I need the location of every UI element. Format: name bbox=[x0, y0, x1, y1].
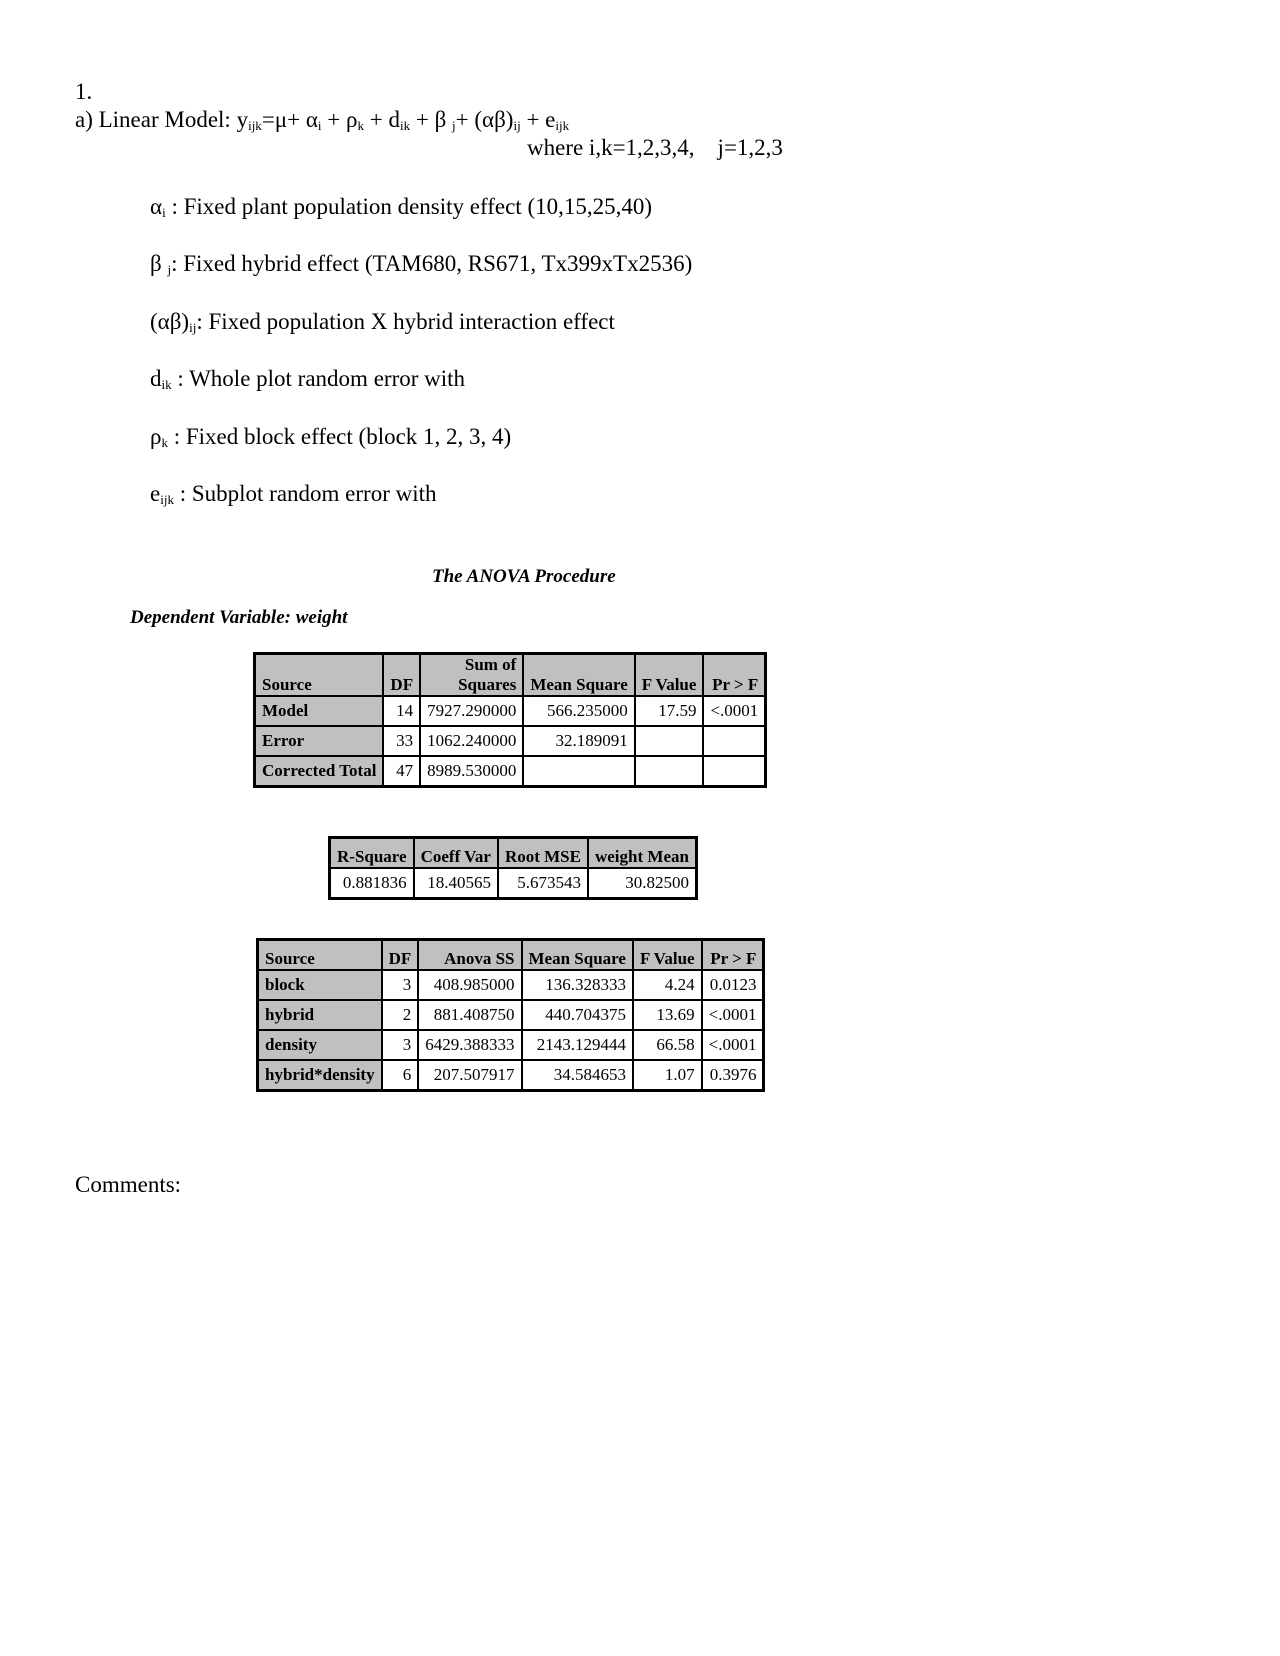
definition-d bbox=[150, 367, 465, 390]
col-mean-square: Mean Square bbox=[522, 940, 633, 971]
cell-ms: 566.235000 bbox=[523, 696, 634, 726]
index-ranges: where i,k=1,2,3,4, j=1,2,3 bbox=[527, 135, 783, 160]
table-row bbox=[258, 1000, 764, 1030]
cell-p: <.0001 bbox=[702, 1030, 764, 1060]
definition-subscript: ik bbox=[161, 377, 172, 392]
row-source: Model bbox=[255, 696, 384, 726]
model-prefix: a) Linear Model: bbox=[75, 107, 237, 132]
cell-ss: 7927.290000 bbox=[420, 696, 523, 726]
model-rho: + ρ bbox=[321, 107, 358, 132]
col-f-value: F Value bbox=[633, 940, 702, 971]
definition-beta bbox=[150, 252, 692, 275]
row-source: hybrid bbox=[258, 1000, 382, 1030]
table-header-row bbox=[255, 654, 766, 697]
model-d-sub: ik bbox=[399, 118, 411, 133]
col-df: DF bbox=[383, 654, 420, 697]
model-e-sub: ijk bbox=[555, 118, 570, 133]
col-mean-square: Mean Square bbox=[523, 654, 634, 697]
cell-p: <.0001 bbox=[703, 696, 765, 726]
model-alphabeta-sub: ij bbox=[513, 118, 521, 133]
col-source: Source bbox=[255, 654, 384, 697]
model-rho-sub: k bbox=[357, 118, 364, 133]
model-beta-sub: j bbox=[452, 118, 456, 133]
col-root-mse: Root MSE bbox=[498, 838, 588, 869]
anova-table bbox=[253, 652, 767, 788]
definition-subscript: j bbox=[167, 262, 172, 277]
cell-root-mse: 5.673543 bbox=[498, 868, 588, 899]
model-e: + e bbox=[520, 107, 556, 132]
definition-text: : Fixed plant population density effect (10,15,25,40) bbox=[165, 194, 653, 219]
definition-symbol: β bbox=[150, 251, 168, 276]
col-anova-ss: Anova SS bbox=[418, 940, 521, 971]
cell-p bbox=[703, 756, 765, 787]
row-source: Corrected Total bbox=[255, 756, 384, 787]
row-source: hybrid*density bbox=[258, 1060, 382, 1091]
definition-symbol: e bbox=[150, 481, 161, 506]
col-weight-mean: weight Mean bbox=[588, 838, 696, 869]
table-row bbox=[258, 970, 764, 1000]
cell-f: 1.07 bbox=[633, 1060, 702, 1091]
cell-df: 47 bbox=[383, 756, 420, 787]
table-row bbox=[258, 1030, 764, 1060]
cell-ms bbox=[523, 756, 634, 787]
definition-text: : Fixed block effect (block 1, 2, 3, 4) bbox=[167, 424, 512, 449]
cell-r-square: 0.881836 bbox=[330, 868, 414, 899]
definition-text: : Subplot random error with bbox=[173, 481, 437, 506]
cell-f: 4.24 bbox=[633, 970, 702, 1000]
effects-table bbox=[256, 938, 765, 1092]
cell-ms: 136.328333 bbox=[522, 970, 633, 1000]
definition-subscript: ijk bbox=[160, 492, 174, 507]
cell-p: <.0001 bbox=[702, 1000, 764, 1030]
definition-text: : Whole plot random error with bbox=[171, 366, 466, 391]
cell-p: 0.0123 bbox=[702, 970, 764, 1000]
table-row bbox=[255, 696, 766, 726]
cell-p: 0.3976 bbox=[702, 1060, 764, 1091]
cell-df: 6 bbox=[382, 1060, 419, 1091]
model-beta: + β bbox=[410, 107, 453, 132]
table-header-row bbox=[258, 940, 764, 971]
table-row bbox=[255, 756, 766, 787]
cell-ms: 34.584653 bbox=[522, 1060, 633, 1091]
col-p-value: Pr > F bbox=[703, 654, 765, 697]
cell-df: 3 bbox=[382, 1030, 419, 1060]
col-coeff-var: Coeff Var bbox=[414, 838, 498, 869]
comments-label: Comments: bbox=[75, 1172, 182, 1197]
definition-alphabeta bbox=[150, 310, 615, 333]
col-source: Source bbox=[258, 940, 382, 971]
definition-symbol: ρ bbox=[150, 424, 162, 449]
cell-f bbox=[635, 726, 704, 756]
cell-f: 13.69 bbox=[633, 1000, 702, 1030]
cell-ss: 1062.240000 bbox=[420, 726, 523, 756]
model-mu: =μ+ bbox=[261, 107, 306, 132]
row-source: density bbox=[258, 1030, 382, 1060]
definition-subscript: ij bbox=[189, 320, 197, 335]
model-d: + d bbox=[363, 107, 400, 132]
definition-symbol: d bbox=[150, 366, 162, 391]
cell-ms: 32.189091 bbox=[523, 726, 634, 756]
cell-ss: 6429.388333 bbox=[418, 1030, 521, 1060]
cell-f: 17.59 bbox=[635, 696, 704, 726]
cell-coeff-var: 18.40565 bbox=[414, 868, 498, 899]
definition-e bbox=[150, 482, 437, 505]
model-y-sub: ijk bbox=[248, 118, 262, 133]
dependent-variable-label: Dependent Variable: weight bbox=[130, 607, 348, 628]
cell-p bbox=[703, 726, 765, 756]
row-source: block bbox=[258, 970, 382, 1000]
model-y: y bbox=[236, 107, 249, 132]
table-row bbox=[330, 868, 697, 899]
cell-f bbox=[635, 756, 704, 787]
col-r-square: R-Square bbox=[330, 838, 414, 869]
table-row bbox=[255, 726, 766, 756]
cell-ms: 440.704375 bbox=[522, 1000, 633, 1030]
col-sum-of-squares bbox=[420, 654, 523, 697]
col-f-value: F Value bbox=[635, 654, 704, 697]
definition-symbol: (αβ) bbox=[150, 309, 190, 334]
definition-symbol: α bbox=[150, 194, 163, 219]
definition-alpha bbox=[150, 195, 652, 218]
definition-text: : Fixed hybrid effect (TAM680, RS671, Tx399xTx2536) bbox=[171, 251, 693, 276]
col-p-value: Pr > F bbox=[702, 940, 764, 971]
fit-statistics-table bbox=[328, 836, 698, 900]
cell-weight-mean: 30.82500 bbox=[588, 868, 696, 899]
cell-df: 2 bbox=[382, 1000, 419, 1030]
definition-subscript: i bbox=[162, 205, 166, 220]
col-df: DF bbox=[382, 940, 419, 971]
model-alpha: α bbox=[305, 107, 318, 132]
question-number: 1. bbox=[75, 79, 93, 104]
model-alphabeta: + (αβ) bbox=[455, 107, 514, 132]
col-ss-line1: Sum of bbox=[464, 655, 517, 674]
definition-subscript: k bbox=[161, 435, 168, 450]
cell-ss: 881.408750 bbox=[418, 1000, 521, 1030]
cell-df: 14 bbox=[383, 696, 420, 726]
definition-text: : Fixed population X hybrid interaction effect bbox=[196, 309, 615, 334]
definition-rho bbox=[150, 425, 511, 448]
cell-ss: 207.507917 bbox=[418, 1060, 521, 1091]
linear-model-equation bbox=[75, 108, 569, 131]
cell-ss: 408.985000 bbox=[418, 970, 521, 1000]
table-header-row bbox=[330, 838, 697, 869]
cell-ss: 8989.530000 bbox=[420, 756, 523, 787]
cell-df: 33 bbox=[383, 726, 420, 756]
cell-f: 66.58 bbox=[633, 1030, 702, 1060]
cell-df: 3 bbox=[382, 970, 419, 1000]
row-source: Error bbox=[255, 726, 384, 756]
model-alpha-sub: i bbox=[317, 118, 322, 133]
cell-ms: 2143.129444 bbox=[522, 1030, 633, 1060]
col-ss-line2: Squares bbox=[458, 675, 517, 694]
procedure-title: The ANOVA Procedure bbox=[432, 566, 616, 587]
table-row bbox=[258, 1060, 764, 1091]
